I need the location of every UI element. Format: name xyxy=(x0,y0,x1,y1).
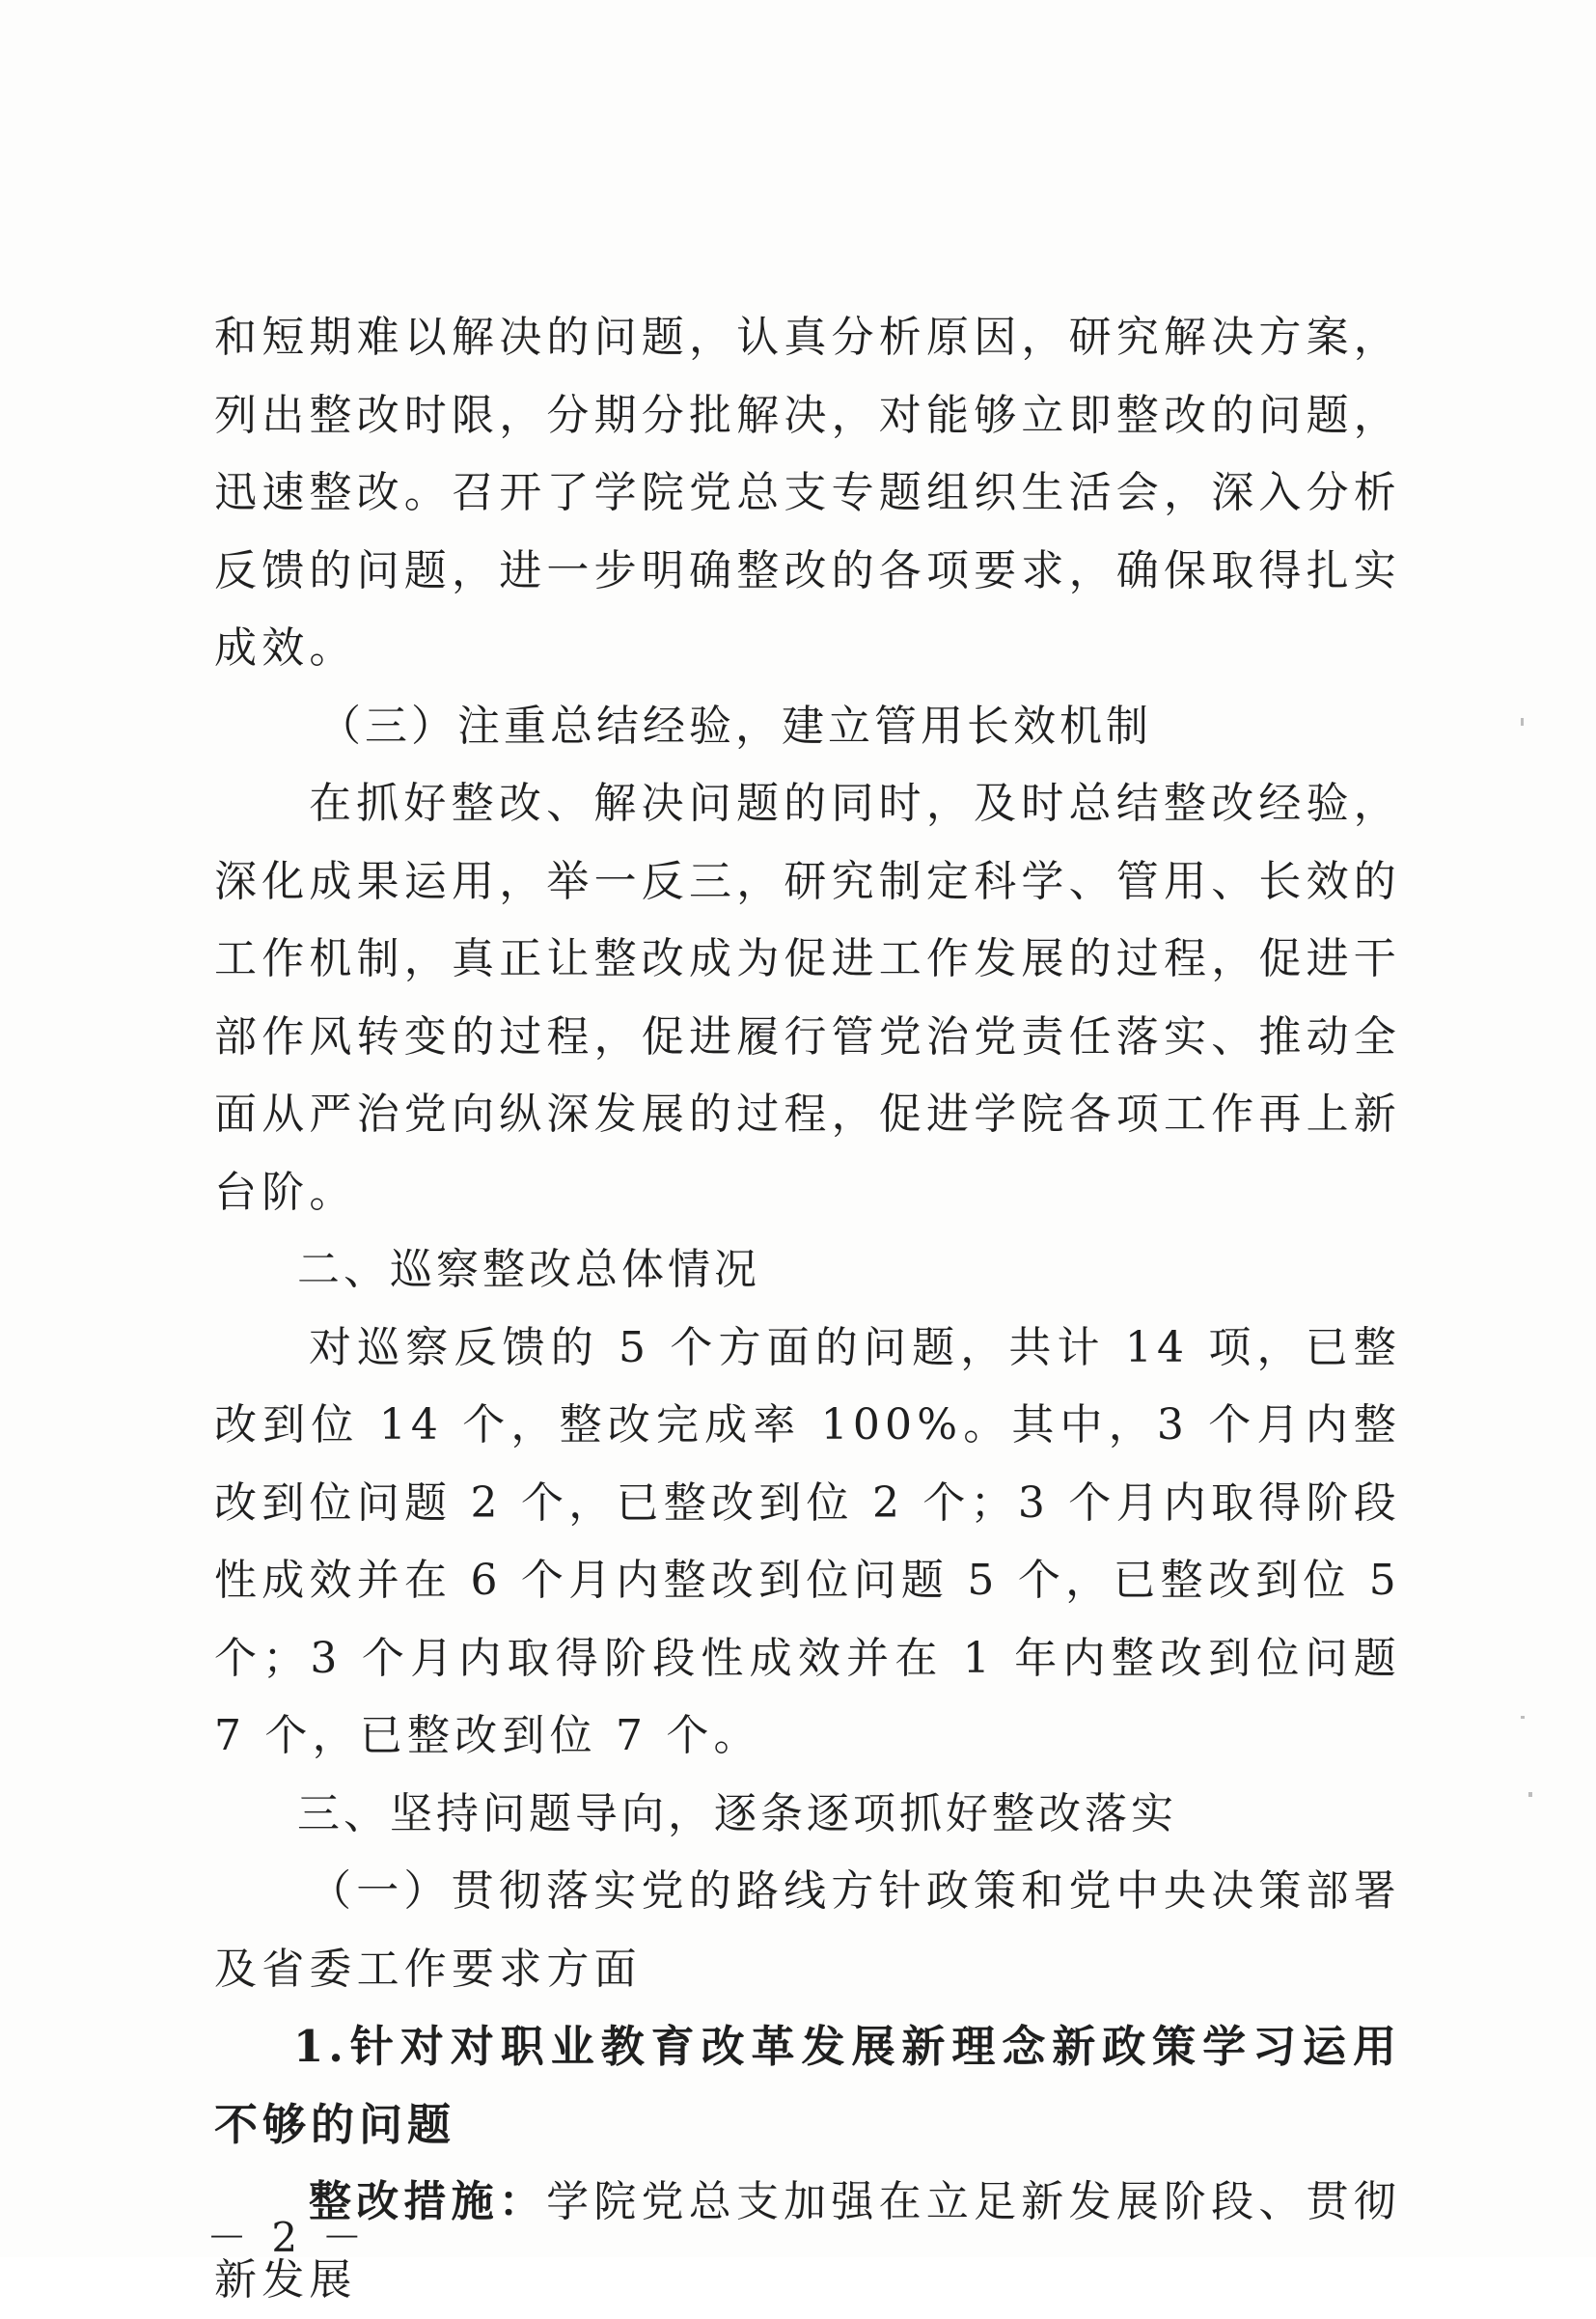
scan-mark-right-3 xyxy=(1528,1792,1532,1797)
measure-text: 学院党总支加强在立足新发展阶段、贯彻新发展 xyxy=(214,2177,1401,2305)
section-heading-problem-oriented: 三、坚持问题导向，逐条逐项抓好整改落实 xyxy=(297,1788,1177,1838)
paragraph-statistics: 对巡察反馈的 5 个方面的问题，共计 14 项，已整改到位 14 个，整改完成率 100%。其中，3 个月内整改到位问题 2 个，已整改到位 2 个；3 个月内取得阶段性成效并在 6 个月内整改到位问题 5 个，已整改到位 5 个；3 个月内取得阶段性成效并在 1 年内整改到位问题 7 个，已整改到位 7 个。 xyxy=(214,1322,1401,1760)
document-body xyxy=(214,299,1401,2319)
measure-paragraph xyxy=(214,2164,1401,2319)
page-number: － 2 － xyxy=(206,2214,369,2261)
section-heading-three: （三）注重总结经验，建立管用长效机制 xyxy=(318,701,1152,751)
subsection-heading-one: （一）贯彻落实党的路线方针政策和党中央决策部署及省委工作要求方面 xyxy=(214,1866,1401,1994)
problem-item-one: 1.针对对职业教育改革发展新理念新政策学习运用不够的问题 xyxy=(214,2021,1401,2150)
paragraph-continuation: 和短期难以解决的问题，认真分析原因，研究解决方案，列出整改时限，分期分批解决，对能够立即整改的问题，迅速整改。召开了学院党总支专题组织生活会，深入分析反馈的问题，进一步明确整改的各项要求，确保取得扎实成效。 xyxy=(214,313,1401,673)
paragraph-summary: 在抓好整改、解决问题的同时，及时总结整改经验，深化成果运用，举一反三，研究制定科学、管用、长效的工作机制，真正让整改成为促进工作发展的过程，促进干部作风转变的过程，促进履行管党治党责任落实、推动全面从严治党向纵深发展的过程，促进学院各项工作再上新台阶。 xyxy=(214,779,1401,1217)
scan-mark-right-1 xyxy=(1521,718,1524,726)
measure-label: 整改措施： xyxy=(309,2177,547,2226)
scan-mark-right-2 xyxy=(1521,1716,1525,1719)
section-heading-overall: 二、巡察整改总体情况 xyxy=(297,1245,760,1294)
